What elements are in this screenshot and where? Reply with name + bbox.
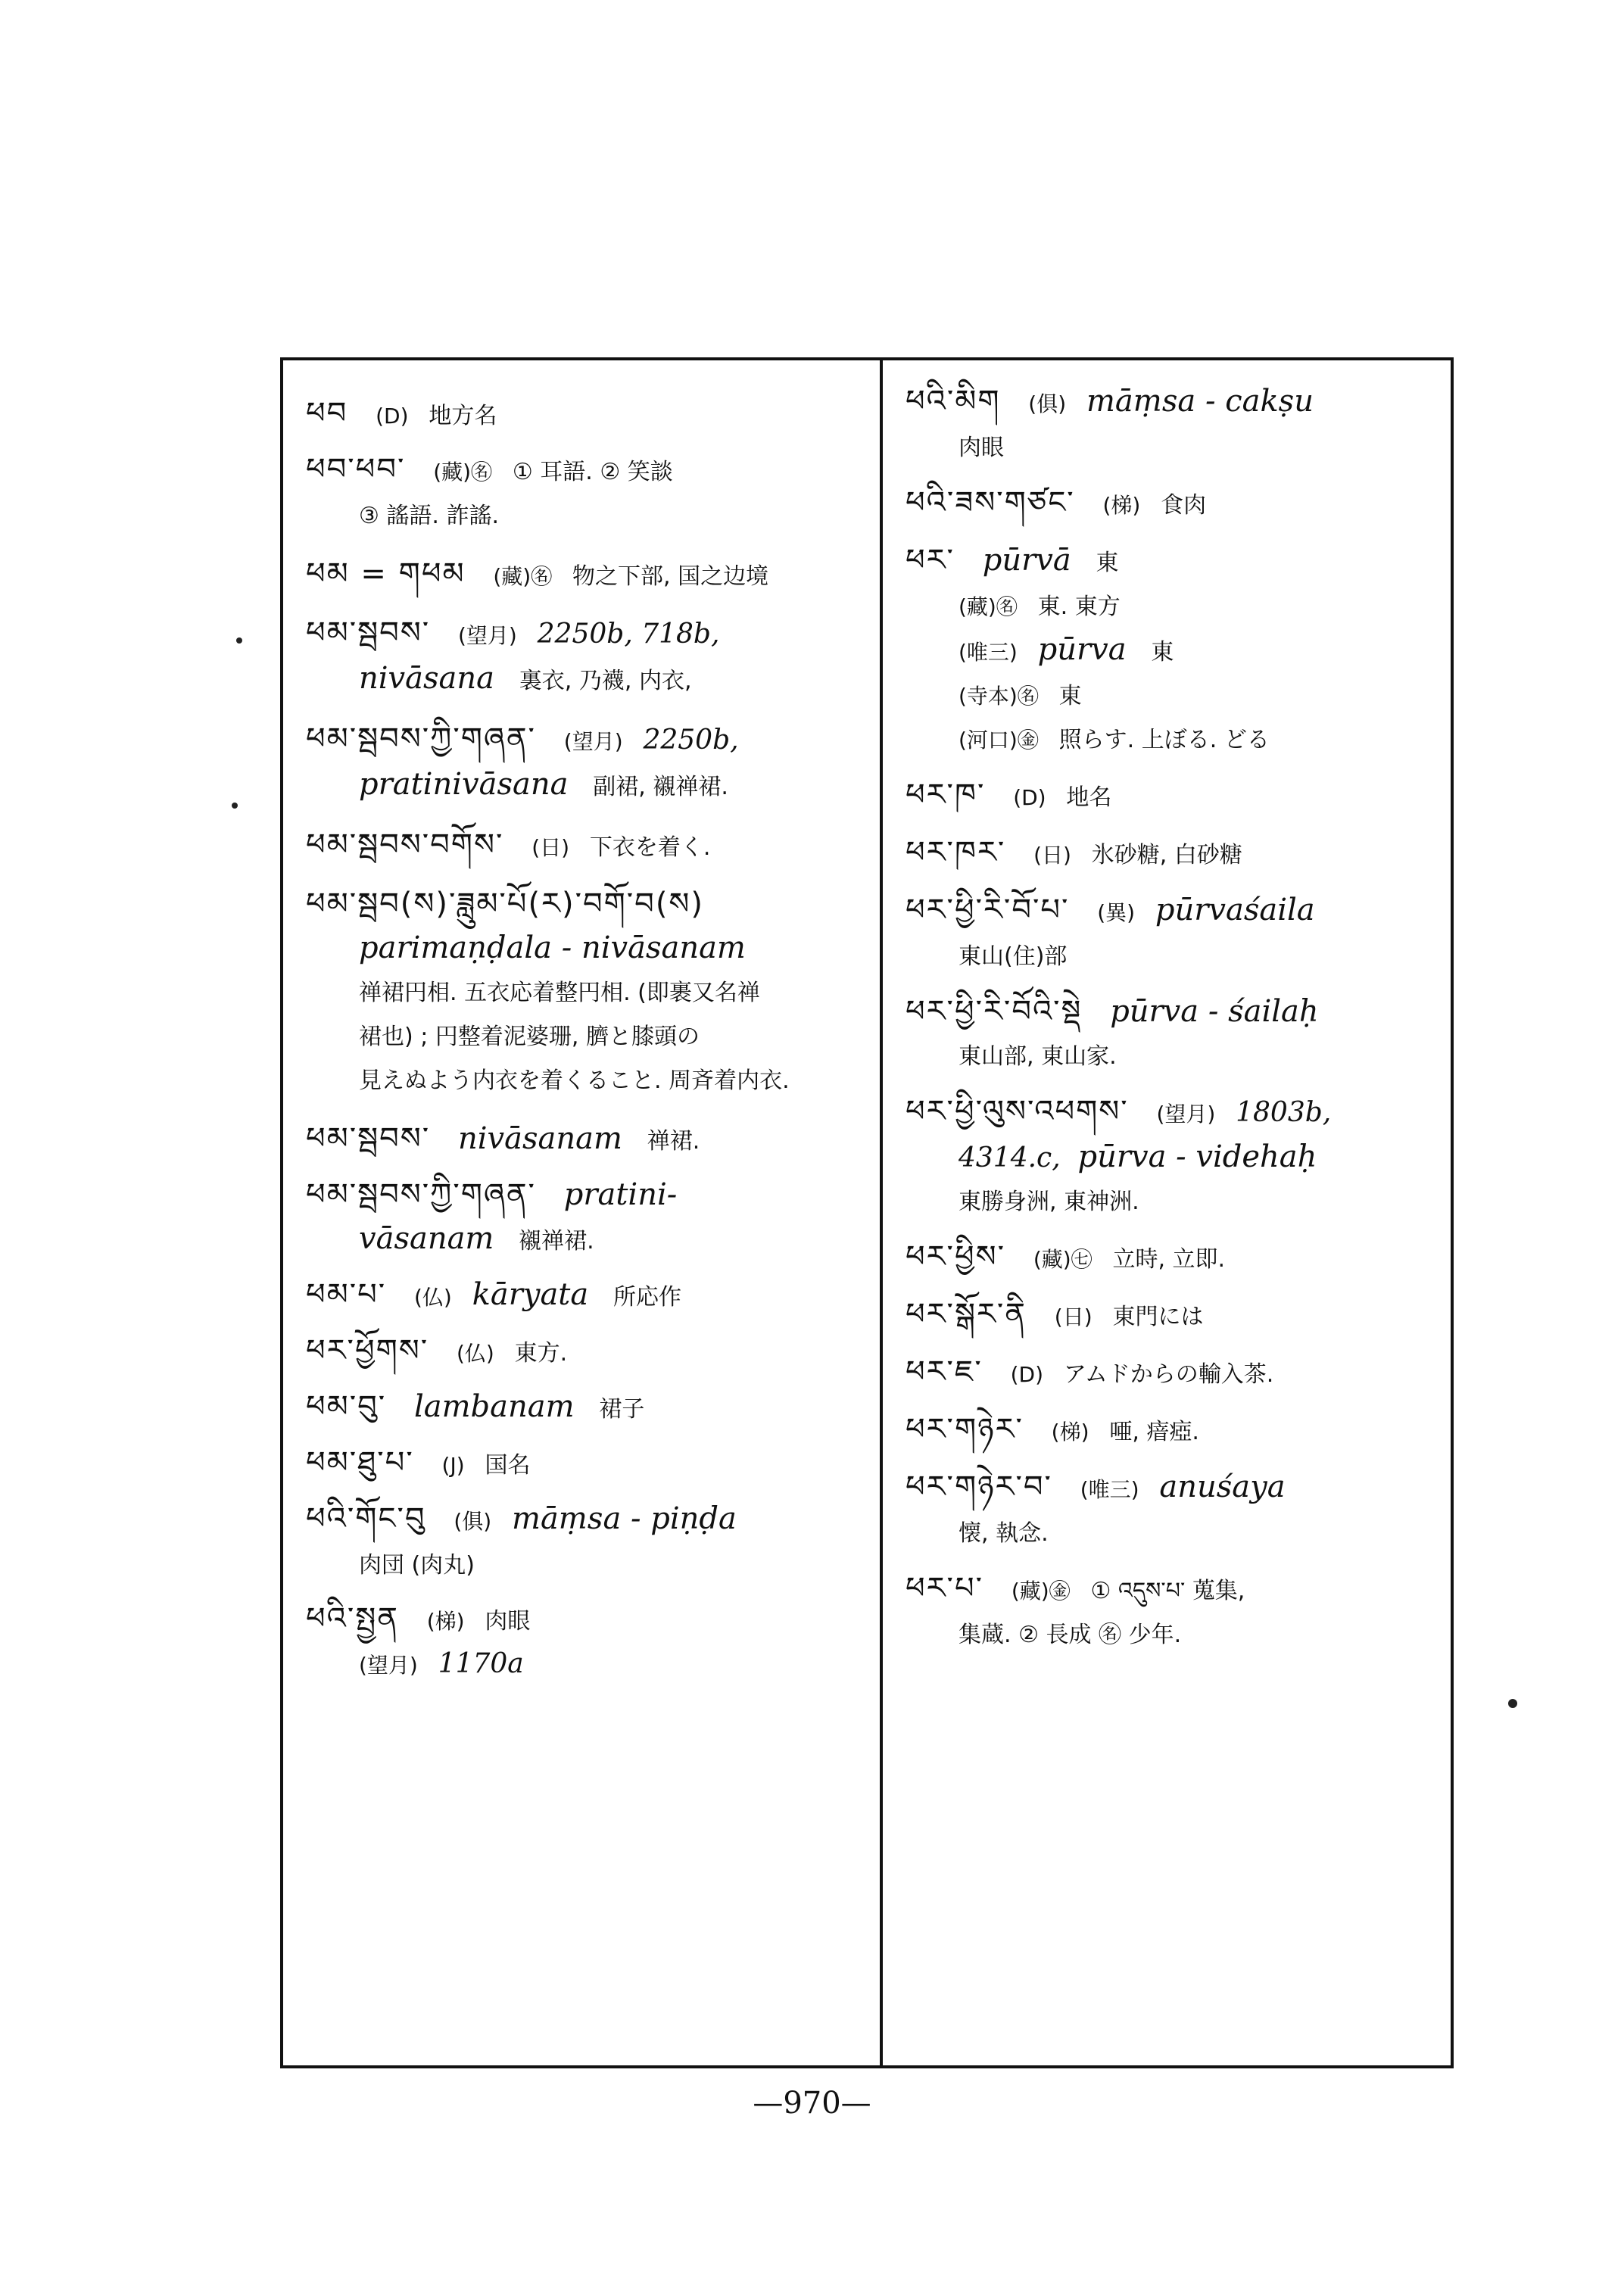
headword: ཕའི་ཟས་གཙང་ [906, 485, 1075, 520]
japanese-gloss: 所応作 [613, 1284, 682, 1311]
source-tag: (仏) [456, 1341, 494, 1366]
japanese-gloss: 東 [1151, 639, 1174, 665]
source-tag: (D) [1010, 1362, 1043, 1387]
japanese-gloss: 懐, 執念. [959, 1520, 1049, 1547]
headword: ཕམ་སྦབས་ཀྱི་གཞན་ [306, 1177, 536, 1212]
japanese-gloss: 立時, 立即. [1112, 1246, 1226, 1273]
page-reference: 1803b, [1236, 1097, 1332, 1128]
source-tag: (望月) [359, 1653, 418, 1678]
dictionary-entry [906, 1567, 1443, 1657]
source-tag: (藏)㊎ [1011, 1579, 1071, 1604]
sanskrit-term: nivāsanam [457, 1121, 622, 1156]
entry-line [906, 628, 1443, 674]
japanese-gloss: 東門には [1112, 1304, 1204, 1330]
japanese-gloss: 裙子 [599, 1396, 645, 1423]
japanese-gloss: 裙也) ; 円整着泥婆珊, 臍と膝頭の [359, 1024, 700, 1050]
dictionary-entry [306, 1498, 869, 1587]
headword: ཕམ་པ་ [306, 1277, 387, 1312]
entry-line [306, 1329, 869, 1375]
japanese-gloss: 東 [1058, 683, 1082, 709]
entry-line [906, 539, 1443, 584]
source-tag: (藏)㊆ [1033, 1247, 1093, 1272]
source-tag: (望月) [563, 729, 623, 754]
entry-line [306, 1498, 869, 1543]
entry-line [906, 1136, 1443, 1180]
source-tag: (俱) [1028, 391, 1067, 416]
source-tag: (藏)㊔ [959, 594, 1018, 619]
page-reference: 2250b, [643, 725, 739, 756]
entry-line [906, 1180, 1443, 1223]
entry-line [306, 1117, 869, 1163]
japanese-gloss: 肉眼 [485, 1608, 531, 1635]
dictionary-entry [906, 831, 1443, 877]
entry-line [906, 831, 1443, 877]
headword: ཕར་ཁ་ [906, 778, 986, 812]
dictionary-entry [906, 1408, 1443, 1454]
headword: ཕར་ཕྱི་ལུས་འཕགས་ [906, 1094, 1129, 1129]
source-tag: (藏)㊔ [493, 564, 553, 589]
japanese-gloss: 下衣を着く. [589, 834, 711, 861]
page-reference: 1170a [438, 1648, 524, 1679]
entry-line [306, 1217, 869, 1263]
sanskrit-term: pūrvā [982, 543, 1071, 578]
entry-line [306, 494, 869, 538]
dictionary-entry [306, 1273, 869, 1319]
source-tag: (J) [441, 1453, 465, 1478]
source-tag: (D) [376, 404, 409, 429]
headword: ཕར་ཕྱོགས་ [306, 1333, 429, 1368]
dictionary-entry [306, 448, 869, 538]
source-tag: (異) [1097, 900, 1136, 925]
japanese-gloss: 禅裙円相. 五衣応着整円相. (即裹又名禅 [359, 980, 760, 1006]
source-tag: (俱) [454, 1509, 492, 1534]
page-reference: 2250b, 718b, [537, 619, 720, 650]
dictionary-frame [280, 357, 1454, 2068]
dictionary-entry [306, 883, 869, 1102]
entry-line [906, 934, 1443, 978]
japanese-gloss: 集蔵. ② 長成 ㊔ 少年. [959, 1622, 1182, 1648]
sanskrit-term: pūrva - videhaḥ [1077, 1139, 1317, 1174]
dictionary-entry [306, 553, 869, 598]
japanese-gloss: 肉眼 [959, 435, 1004, 461]
headword: ཕར་ [906, 543, 955, 578]
sanskrit-term: māṃsa - cakṣu [1086, 384, 1314, 419]
dictionary-entry [906, 539, 1443, 762]
scan-speck [1508, 1699, 1517, 1708]
japanese-gloss: 裏衣, 乃襪, 内衣, [519, 668, 692, 694]
japanese-gloss: 副裙, 襯禅裙. [593, 774, 728, 800]
scan-speck [232, 803, 238, 809]
headword: ཕམ་སྦབས་ [306, 616, 431, 650]
source-tag: (河口)㊎ [959, 728, 1039, 753]
entry-line [306, 1015, 869, 1058]
entry-line [906, 718, 1443, 762]
entry-line [306, 927, 869, 971]
dictionary-entry [906, 380, 1443, 469]
sanskrit-term: pratinivāsana [359, 767, 569, 802]
headword: ཕར་སྒོར་ནི [906, 1297, 1027, 1332]
sanskrit-term: vāsanam [359, 1221, 494, 1256]
japanese-gloss: 東勝身洲, 東神洲. [959, 1189, 1139, 1215]
headword: ཕར་ཕྱིས་ [906, 1239, 1005, 1274]
entry-line [306, 1273, 869, 1319]
dictionary-entry [906, 774, 1443, 819]
dictionary-entry [906, 1090, 1443, 1223]
headword: ཕར་པ་ [906, 1571, 983, 1606]
dictionary-entry [306, 1442, 869, 1487]
dictionary-entry [906, 889, 1443, 978]
dictionary-entry [906, 1293, 1443, 1339]
dictionary-entry [306, 392, 869, 438]
japanese-gloss: ③ 謠語. 詐謠. [359, 503, 500, 529]
headword: ཕམ་བུ་ [306, 1389, 387, 1424]
source-tag: (望月) [1156, 1102, 1216, 1127]
source-tag: (寺本)㊔ [959, 684, 1039, 709]
dictionary-entry [306, 1329, 869, 1375]
japanese-gloss: 氷砂糖, 白砂糖 [1091, 842, 1242, 868]
entry-line [906, 1351, 1443, 1396]
entry-line [906, 774, 1443, 819]
entry-line [306, 1643, 869, 1687]
dictionary-entry [906, 1351, 1443, 1396]
japanese-gloss: 照らす. 上ぼる. どる [1058, 727, 1270, 753]
source-tag: (藏)㊔ [433, 460, 493, 485]
source-tag: (日) [531, 835, 570, 860]
headword: ཕར་ཕྱི་རི་བོ་པ་ [906, 893, 1070, 927]
source-tag: (D) [1013, 785, 1046, 810]
dictionary-entry [306, 612, 869, 703]
headword: ཕར་གཉེར་བ་ [906, 1470, 1052, 1504]
entry-line [906, 1034, 1443, 1078]
headword: ཕར་ཕྱི་རི་བོའི་སྡེ [906, 994, 1083, 1029]
scan-speck [236, 637, 242, 644]
entry-line [306, 1442, 869, 1487]
entry-line [306, 1597, 869, 1643]
entry-line [306, 612, 869, 657]
japanese-gloss: 禅裙. [647, 1128, 700, 1155]
entry-line [906, 889, 1443, 934]
entry-line [906, 1511, 1443, 1555]
japanese-gloss: 東. 東方 [1037, 594, 1121, 620]
japanese-gloss: ① འདུས་པ་ 蒐集, [1090, 1578, 1245, 1604]
entry-line [306, 392, 869, 438]
dictionary-entry [306, 1117, 869, 1163]
headword: ཕམ་སྦབས་ [306, 1121, 431, 1156]
entry-line [306, 971, 869, 1015]
dictionary-entry [906, 482, 1443, 527]
dictionary-entry [306, 1385, 869, 1431]
source-tag: (唯三) [959, 640, 1018, 665]
entry-line [906, 380, 1443, 425]
japanese-gloss: 見えぬよう内衣を着くること. 周斉着内衣. [359, 1068, 790, 1094]
headword: ཕབ་ཕབ་ [306, 452, 406, 487]
headword: ཕར་ཇ་ [906, 1354, 983, 1389]
left-column [283, 360, 880, 2065]
japanese-gloss: 唖, 瘖瘂. [1109, 1419, 1199, 1445]
entry-line [906, 584, 1443, 628]
entry-line [906, 990, 1443, 1034]
japanese-gloss: ① 耳語. ② 笑談 [512, 459, 673, 485]
dictionary-entry [306, 824, 869, 869]
headword: ཕའི་གོང་བུ [306, 1501, 426, 1536]
japanese-gloss: 肉団 (肉丸) [359, 1552, 475, 1579]
source-tag: (日) [1054, 1304, 1093, 1329]
entry-line [306, 553, 869, 598]
headword: ཕར་གཉེར་ [906, 1412, 1024, 1447]
entry-line [906, 1466, 1443, 1511]
japanese-gloss: 東 [1096, 550, 1119, 576]
sanskrit-term: nivāsana [359, 661, 494, 696]
sanskrit-term: pūrva [1037, 632, 1127, 667]
entry-line [306, 824, 869, 869]
japanese-gloss: アムドからの輸入茶. [1063, 1361, 1274, 1388]
entry-line [906, 1613, 1443, 1657]
right-column [883, 360, 1454, 2065]
japanese-gloss: 東方. [514, 1340, 568, 1367]
headword: ཕམ་སྦབས་ཀྱི་གཞན་ [306, 722, 536, 756]
entry-line [306, 1543, 869, 1587]
entry-line [306, 1173, 869, 1217]
sanskrit-term: pūrva - śailaḥ [1110, 994, 1319, 1029]
sanskrit-term: māṃsa - piṇḍa [512, 1501, 737, 1536]
sanskrit-term: anuśaya [1159, 1470, 1286, 1504]
source-tag: (日) [1033, 843, 1071, 868]
japanese-gloss: 地名 [1066, 784, 1112, 811]
source-tag: (望月) [457, 623, 517, 648]
japanese-gloss: 地方名 [429, 403, 497, 429]
headword: ཕམ་སྦབས་བགོས་ [306, 828, 504, 862]
headword: ཕམ = གཕམ [306, 556, 466, 591]
entry-line [306, 1385, 869, 1431]
dictionary-entry [906, 1236, 1443, 1281]
dictionary-entry [306, 1597, 869, 1687]
entry-line [306, 883, 869, 927]
japanese-gloss: 国名 [485, 1452, 531, 1479]
japanese-gloss: 物之下部, 国之边境 [572, 563, 769, 590]
headword: ཕའི་མིག [906, 384, 1001, 419]
entry-line [906, 482, 1443, 527]
source-tag: (梯) [426, 1609, 465, 1634]
entry-line [306, 718, 869, 763]
sanskrit-term: parimaṇḍala - nivāsanam [359, 930, 746, 965]
sanskrit-term: pūrvaśaila [1155, 893, 1315, 927]
entry-line [306, 448, 869, 494]
source-tag: (仏) [413, 1285, 452, 1310]
page-number: —970— [753, 2086, 871, 2121]
headword: ཕབ [306, 396, 348, 431]
headword: ཕམ་ཐུ་པ་ [306, 1445, 414, 1480]
japanese-gloss: 東山(住)部 [959, 943, 1068, 970]
entry-line [906, 674, 1443, 718]
sanskrit-term: lambanam [413, 1389, 575, 1424]
headword: ཕའི་སྤྱན [306, 1601, 399, 1636]
entry-line [306, 763, 869, 809]
japanese-gloss: 食肉 [1161, 492, 1207, 519]
entry-line [906, 1236, 1443, 1281]
page-reference: 4314.c, [959, 1142, 1061, 1173]
japanese-gloss: 東山部, 東山家. [959, 1043, 1117, 1070]
sanskrit-term: kāryata [472, 1277, 589, 1312]
source-tag: (唯三) [1080, 1477, 1139, 1502]
entry-line [906, 1567, 1443, 1613]
entry-line [306, 657, 869, 703]
japanese-gloss: 襯禅裙. [519, 1228, 594, 1255]
dictionary-entry [906, 1466, 1443, 1555]
dictionary-entry [306, 718, 869, 809]
sanskrit-term: pratini- [563, 1177, 678, 1212]
entry-line [906, 1408, 1443, 1454]
entry-line [306, 1058, 869, 1102]
entry-line [906, 1090, 1443, 1136]
dictionary-entry [906, 990, 1443, 1078]
source-tag: (梯) [1051, 1420, 1089, 1445]
entry-line [906, 1293, 1443, 1339]
source-tag: (梯) [1102, 493, 1141, 518]
entry-line [906, 425, 1443, 469]
headword: ཕར་ཁར་ [906, 835, 1006, 870]
dictionary-entry [306, 1173, 869, 1263]
headword: ཕམ་སྦབ(ས)་ཟླུམ་པོ(ར)་བགོ་བ(ས) [306, 887, 705, 921]
